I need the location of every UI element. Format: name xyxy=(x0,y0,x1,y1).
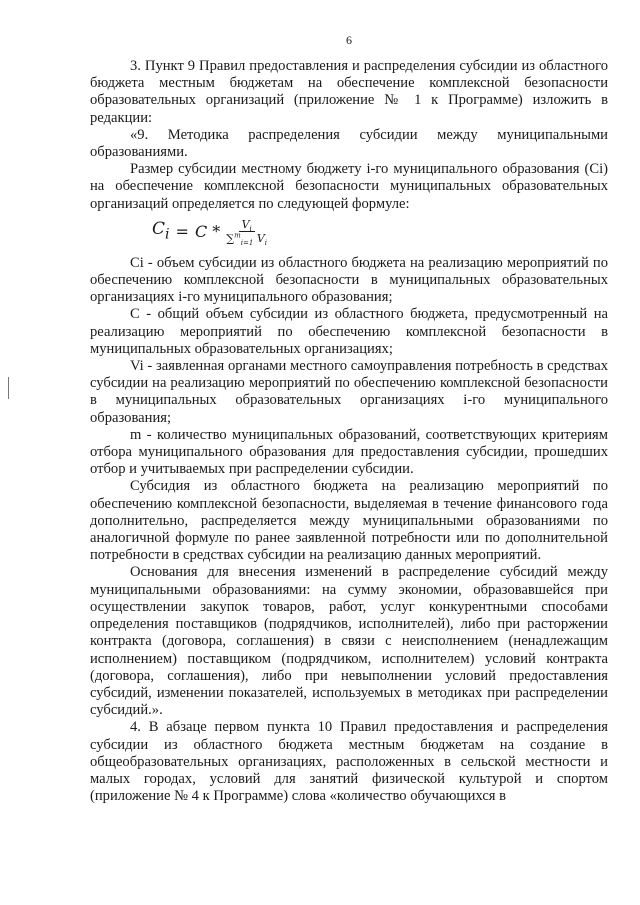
definition-m: m - количество муниципальных образований, соответствующих критериям отбора муниципального образования для предоставления субсидии, прошедших отбор и учитываемых при распределении субсидии. xyxy=(90,426,608,478)
definition-c: С - общий объем субсидии из областного бюджета, предусмотренный на реализацию мероприятий по обеспечению комплексной безопасности в муниципальных образовательных организациях; xyxy=(90,306,608,357)
document-page xyxy=(90,0,608,905)
definition-vi: Vi - заявленная органами местного самоуправления потребность в средствах субсидии на реализацию мероприятий по обеспечению комплексной безопасности в муниципальных образовательных организациях i-го муниципального образования; xyxy=(90,358,608,426)
paragraph-item-4: 4. В абзаце первом пункта 10 Правил предоставления и распределения субсидии из областного бюджета местным бюджетам на создание в общеобразовательных организациях, расположенных в сельской местности и малых городах, условий для занятий физической культурой и спортом (приложение № 4 к Программе) слова «количество обучающихся в xyxy=(90,719,608,805)
paragraph-change-grounds: Основания для внесения изменений в распределение субсидий между муниципальными образованиями: на сумму экономии, образовавшейся при осуществлении закупок товаров, работ, услуг конкурентными способами определения поставщиков (подрядчиков, исполнителей), либо при расторжении контракта (договора, соглашения) в связи с неисполнением (ненадлежащим исполнением) поставщиком (подрядчиком, исполнителем) условий контракта (договора, соглашения), либо при невыполнении условий предоставления субсидий, изменении показателей, используемых в методиках при распределении субсидий.». xyxy=(90,564,608,719)
document-body xyxy=(90,58,608,805)
formula-lhs: $C_i$ xyxy=(152,218,170,242)
formula-numerator: $V_i$ xyxy=(239,219,255,232)
paragraph-methodology-heading: «9. Методика распределения субсидии между муниципальными образованиями. xyxy=(90,126,608,161)
paragraph-item-3: 3. Пункт 9 Правил предоставления и распределения субсидии из областного бюджета местным бюджетам на обеспечение комплексной безопасности образовательных организаций (приложение № 1 к Программе) изложить в редакции: xyxy=(90,58,608,126)
formula-denominator: ∑$^m_{i=1}$ $V_i$ xyxy=(226,231,268,248)
definition-ci: Ci - объем субсидии из областного бюджета на реализацию мероприятий по обеспечению комплексной безопасности в муниципальных образовательных организациях i-го муниципального образования; xyxy=(90,254,608,306)
paragraph-additional-subsidy: Субсидия из областного бюджета на реализацию мероприятий по обеспечению комплексной безопасности, выделяемая в течение финансового года дополнительно, распределяется между муниципальными образованиями по аналогичной формуле по ранее заявленной потребности или по дополнительной потребности в средствах субсидии на реализацию данных мероприятий. xyxy=(90,478,608,564)
formula-rhs: C * xyxy=(194,222,221,242)
margin-mark xyxy=(8,377,9,399)
formula-equals: = xyxy=(175,222,189,242)
paragraph-subsidy-size: Размер субсидии местному бюджету i-го муниципального образования (Ci) на обеспечение комплексной безопасности муниципальных образовательных организаций определяется по следующей формуле: xyxy=(90,161,608,212)
page-number: 6 xyxy=(346,33,352,47)
formula-fraction xyxy=(224,217,269,248)
distribution-formula xyxy=(152,215,608,249)
